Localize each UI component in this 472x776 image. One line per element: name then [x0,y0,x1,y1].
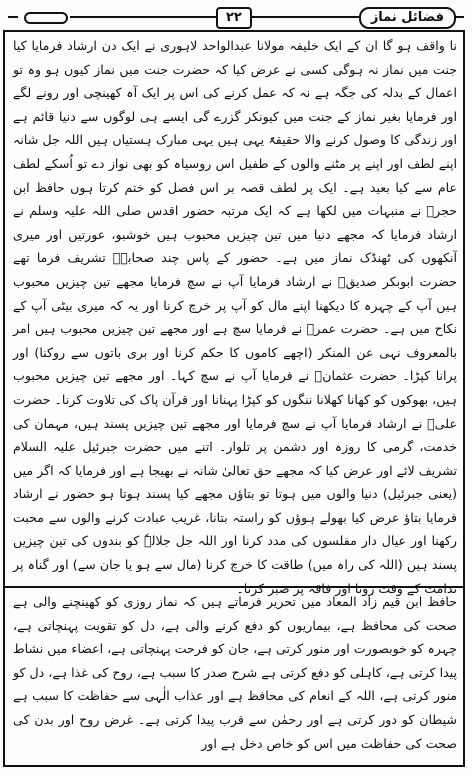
paragraph: نا واقف ہو گا ان کے ایک خلیفہ مولانا عبدالواحد لاہوری نے ایک دن ارشاد فرمایا کیا جنت میں نماز نہ ہوگی کسی نے عرض کیا کہ حضرت جنت میں نماز کیوں ہو وہ تو اعمال کے بدلہ کی جگہ ہے نہ کہ عمل کرنے کی اس پر ایک آہ کھینچی اور رونے لگے اور فرمایا بغیر نماز کے جنت میں کیونکر گزرے گی ایسے ہی لوگوں سے دنیا قائم ہے اور زندگی کا وصول کرنے والا حقیقۃً یہی ہیں یہی مبارک ہستیاں ہیں اللہ جل شانہ اپنے لطف اور اپنے پر مٹنے والوں کے طفیل اس روسیاہ کو بھی نواز دے تو اُسکے لطف عام سے کیا بعید ہے۔ ایک پر لطف قصہ بر اس فصل کو ختم کرتا ہوں حافظ ابن حجرؒ نے منبہات میں لکھا ہے کہ ایک مرتبہ حضور اقدس صلی اللہ علیہ وسلم نے ارشاد فرمایا کہ مجھے دنیا میں تین چیزیں محبوب ہیں خوشبو، عورتیں اور میری آنکھوں کی ٹھنڈک نماز میں ہے۔ حضور کے پاس چند صحابہؓ تشریف فرما تھے حضرت ابوبکر صدیقؓ نے ارشاد فرمایا آپ نے سچ فرمایا مجھے تین چیزیں محبوب ہیں آپ کے چہرہ کا دیکھنا اپنے مال کو آپ پر خرچ کرنا اور یہ کہ میری بیٹی آپ کے نکاح میں ہے۔ حضرت عمرؓ نے فرمایا سچ ہے اور مجھے تین چیزیں محبوب ہیں امر بالمعروف نہی عن المنکر (اچھے کاموں کا حکم کرنا اور بری باتوں سے روکنا) اور پرانا کپڑا۔ حضرت عثمانؓ نے فرمایا آپ نے سچ کہا۔ اور مجھے تین چیزیں محبوب ہیں، بھوکوں کو کھانا کھلانا ننگوں کو کپڑا پہنانا اور قرآن پاک کی تلاوت کرنا۔ حضرت علیؓ نے ارشاد فرمایا آپ نے سچ فرمایا اور مجھے تین چیزیں پسند ہیں، مہمان کی خدمت، گرمی کا روزہ اور دشمن پر تلوار۔ اتنے میں حضرت جبرئیل علیہ السلام تشریف لائے اور عرض کیا کہ مجھے حق تعالیٰ شانہ نے بھیجا ہے اور فرمایا کہ اگر میں (یعنی جبرئیل) دنیا والوں میں ہوتا تو بتاؤں مجھے کیا پسند ہوتا ہو حضور نے ارشاد فرمایا بتاؤ عرض کیا بھولے ہوؤں کو راستہ بتانا، غریب عبادت کرنے والوں سے محبت رکھنا اور عیال دار مفلسوں کی مدد کرنا اور اللہ جل جلالہٗ کو بندوں کی تین چیزیں پسند ہیں (اللہ کی راہ میں) طاقت کا خرچ کرنا (مال سے ہو یا جان سے) اور گناہ پر ندامت کے وقت رونا اور فاقہ پر صبر کرنا۔ [13,38,457,596]
upper-text-block [13,34,457,600]
paragraph: حافظ ابن قیم زاد المعاد میں تحریر فرماتے ہیں کہ نماز روزی کو کھینچنے والی ہے صحت کی محافظ ہے، بیماریوں کو دفع کرنے والی ہے، دل کو تقویت پہنچاتی ہے، چہرہ کو خوبصورت اور منور کرتی ہے، جان کو فرحت پہنچاتی ہے، اعضاء میں نشاط پیدا کرتی ہے، کاہلی کو دفع کرتی ہے شرح صدر کا سبب ہے، روح کی غذا ہے، دل کو منور کرتی ہے، اللہ کے انعام کی محافظ ہے اور عذاب الٰہی سے حفاظت کا سبب ہے شیطان کو دور کرتی ہے اور رحمٰن سے قرب پیدا کرتی ہے۔ غرض روح اور بدن کی صحت کی حفاظت میں اس کو خاص دخل ہے اور [13,594,457,751]
section-divider [5,586,463,588]
page-number: ۲۲ [216,7,252,29]
header-ornament [18,8,70,24]
running-title: فضائل نماز [359,7,456,29]
text-frame [3,30,465,767]
page-header [8,6,464,28]
lower-text-block [13,590,457,755]
